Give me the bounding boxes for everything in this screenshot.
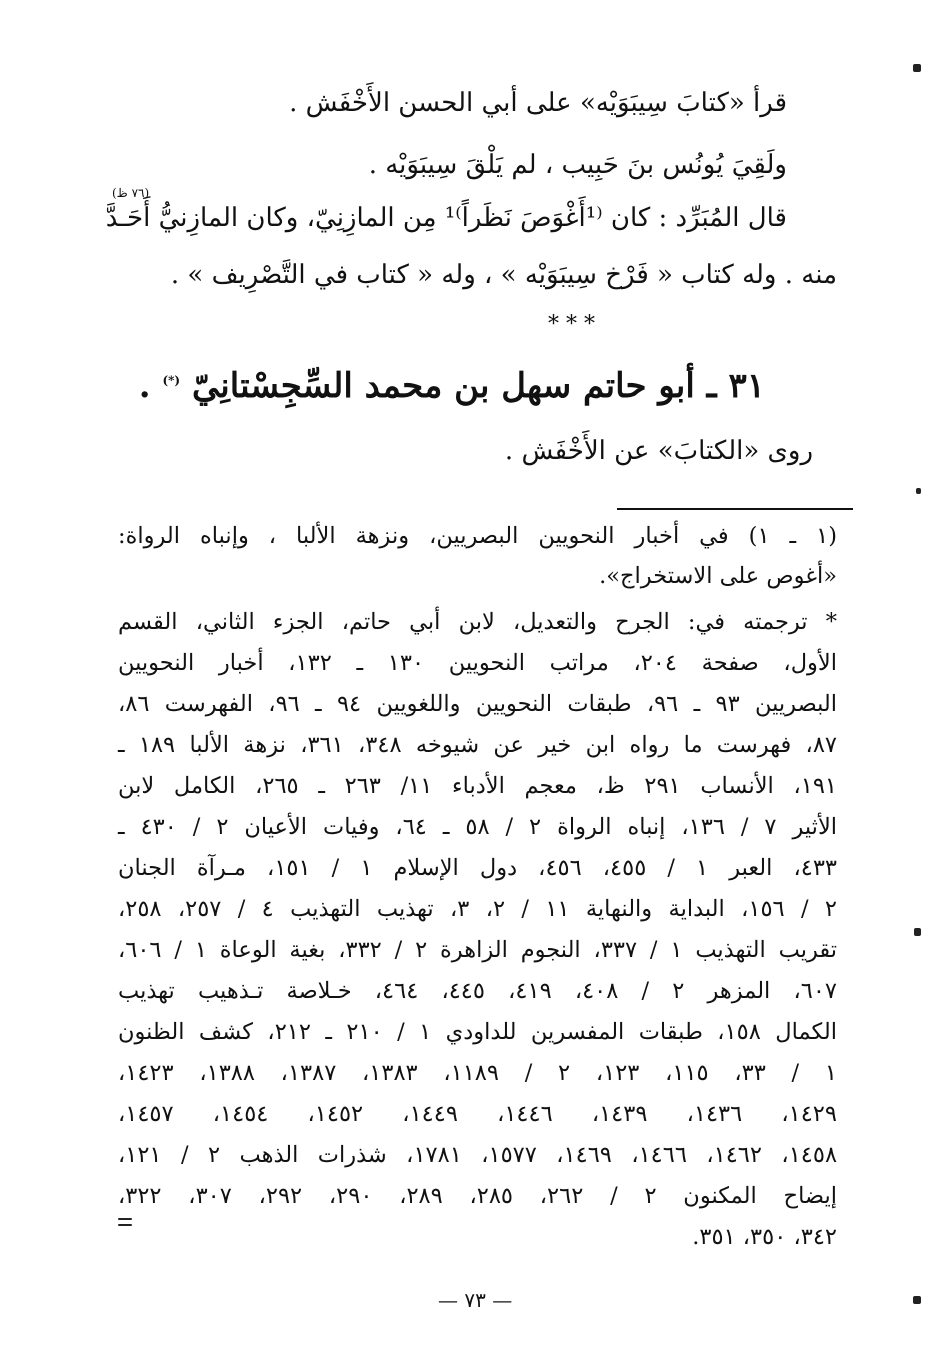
footnote-star-line-13: ١٤٢٩، ١٤٣٦، ١٤٣٩، ١٤٤٦، ١٤٤٩، ١٤٥٢، ١٤٥٤، ١٤٥٧، [118, 1101, 837, 1127]
footnote-star-line-2: الأول، صفحة ٢٠٤، مراتب النحويين ١٣٠ ـ ١٣٢، أخبار النحويين [118, 650, 837, 676]
footnote-star-line-1: * ترجمته في: الجرح والتعديل، لابن أبي حاتم، الجزء الثاني، القسم [118, 609, 837, 635]
footnote-star-line-4: ٨٧، فهرست ما رواه ابن خير عن شيوخه ٣٤٨، ٣٦١، نزهة الألبا ١٨٩ ـ [118, 732, 837, 758]
entry-heading-text: ٣١ ـ أبو حاتم سهل بن محمد السِّجِسْتانِيّ [191, 366, 765, 406]
body-line-4: منه . وله كتاب « فَرْخ سِيبَوَيْه » ، وله « كتاب في التَّصْرِيف » . [170, 260, 837, 290]
footnote-star-line-7: ٤٣٣، العبر ١ / ٤٥٥، ٤٥٦، دول الإسلام ١ / ١٥١، مـرآة الجنان [118, 855, 837, 881]
footnote-star-line-5: ١٩١، الأنساب ٢٩١ ظ، معجم الأدباء ١١/ ٢٦٣ ـ ٢٦٥، الكامل لابن [118, 773, 838, 799]
margin-note: (٧٦ ظ) [112, 186, 150, 200]
footnote-separator [617, 508, 853, 510]
footnote-1-line-1: (١ ـ ١) في أخبار النحويين البصريين، ونزهة الألبا ، وإنباه الرواة: [118, 523, 838, 549]
margin-mark-top [913, 64, 921, 72]
body-line-1: قرأ «كتابَ سِيبَوَيْه» على أبي الحسن الأَخْفَش . [289, 88, 787, 118]
continuation-mark-2 [118, 1224, 132, 1226]
heading-footnote-mark: (*) [162, 373, 181, 388]
heading-end: . [138, 366, 151, 406]
margin-mark-middle-1 [916, 488, 921, 494]
footnote-star-line-14: ١٤٥٨، ١٤٦٢، ١٤٦٦، ١٤٦٩، ١٥٧٧، ١٧٨١، شذرات الذهب ٢ / ١٢١، [118, 1142, 838, 1168]
footnote-star-line-12: ١ / ٣٣، ١١٥، ١٢٣، ٢ / ١١٨٩، ١٣٨٣، ١٣٨٧، ١٣٨٨، ١٤٢٣، [118, 1060, 837, 1086]
footnote-1-line-2: «أغوص على الاستخراج». [599, 563, 837, 589]
footnote-star-line-8: ٢ / ١٥٦، البداية والنهاية ١١ / ٢، ٣، تهذيب التهذيب ٤ / ٢٥٧، ٢٥٨، [118, 896, 838, 922]
footnote-star-line-11: الكمال ١٥٨، طبقات المفسرين للداودي ١ / ٢١٠ ـ ٢١٢، كشف الظنون [118, 1019, 837, 1045]
entry-heading [139, 366, 765, 406]
footnote-star-line-16: ٣٤٢، ٣٥٠، ٣٥١. [692, 1224, 837, 1250]
margin-mark-middle-2 [914, 928, 921, 936]
footnote-star-line-3: البصريين ٩٣ ـ ٩٦، طبقات النحويين واللغويين ٩٤ ـ ٩٦، الفهرست ٨٦، [118, 691, 837, 717]
continuation-mark-1 [118, 1218, 132, 1220]
footnote-star-line-9: تقريب التهذيب ١ / ٣٣٧، النجوم الزاهرة ٢ / ٣٣٢، بغية الوعاة ١ / ٦٠٦، [118, 937, 838, 963]
body-line-2: ولَقِيَ يُونُس بنَ حَبِيب ، لم يَلْقَ سِيبَوَيْه . [368, 150, 787, 180]
footnote-star-line-6: الأثير ٧ / ١٣٦، إنباه الرواة ٢ / ٥٨ ـ ٦٤، وفيات الأعيان ٢ / ٤٣٠ ـ [118, 814, 838, 840]
body-line-3: قال المُبَرِّد : كان ⁽¹أَغْوَصَ نَظَراً⁾¹ مِن المازِنِيّ، وكان المازِنيُّ أَحَـدَّ [105, 203, 787, 233]
after-heading-line: روى «الكتابَ» عن الأَخْفَش . [504, 436, 813, 466]
footnote-star-line-10: ٦٠٧، المزهر ٢ / ٤٠٨، ٤١٩، ٤٤٥، ٤٦٤، خـلاصة تـذهيب تهذيب [118, 978, 837, 1004]
page-number: — ٧٣ — [438, 1288, 513, 1312]
margin-mark-bottom [913, 1296, 921, 1304]
section-separator-stars: * * * [548, 312, 595, 337]
footnote-star-line-15: إيضاح المكنون ٢ / ٢٦٢، ٢٨٥، ٢٨٩، ٢٩٠، ٢٩٢، ٣٠٧، ٣٢٢، [118, 1183, 837, 1209]
